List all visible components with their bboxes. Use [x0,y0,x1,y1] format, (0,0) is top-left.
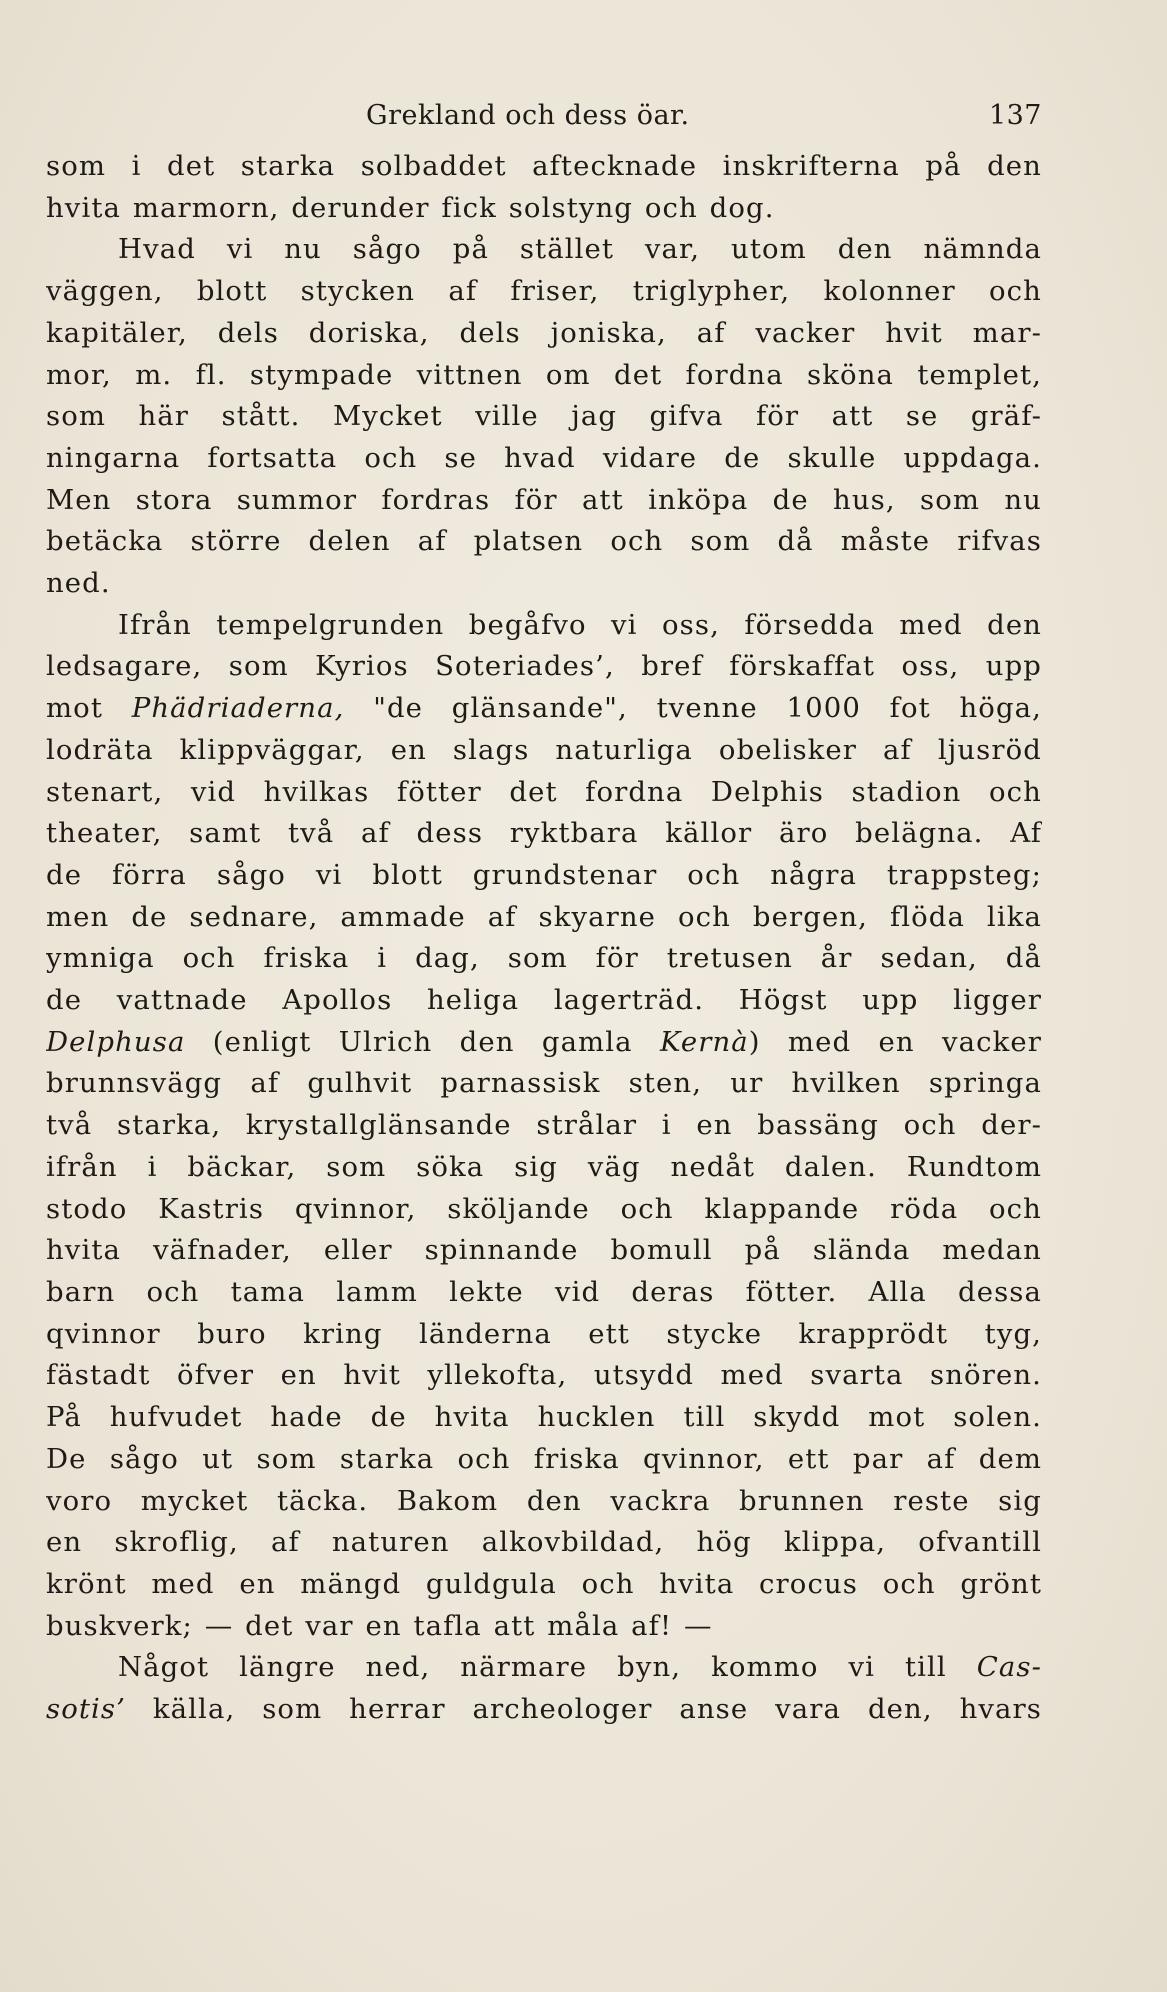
text-line: De sågo ut som starka och friska qvinnor, ett par af dem [46,1442,1042,1475]
text-line [46,1689,1042,1731]
text-line: hvita marmorn, derunder fick solstyng och dog. [46,191,775,224]
page-number: 137 [988,100,1042,131]
text-line: kapitäler, dels doriska, dels joniska, af vacker hvit mar- [46,316,1042,349]
book-page [46,86,1042,1731]
text-line: brunnsvägg af gulhvit parnassisk sten, ur hvilken springa [46,1067,1042,1100]
text-line: ifrån i bäckar, som söka sig väg nedåt dalen. Rundtom [46,1150,1042,1183]
text-line: qvinnor buro kring länderna ett stycke krapprödt tyg, [46,1317,1042,1350]
running-title: Grekland och dess öar. [366,100,690,131]
text-line: krönt med en mängd guldgula och hvita crocus och grönt [46,1567,1042,1600]
text-line [46,688,1042,730]
text-line: ned. [46,567,111,600]
text-line: ymniga och friska i dag, som för tretusen år sedan, då [46,942,1042,975]
italic-name: Kernà [659,1025,749,1058]
text-line: väggen, blott stycken af friser, triglypher, kolonner och [46,275,1042,308]
text-line: som i det starka solbaddet aftecknade inskrifterna på den [46,150,1042,182]
text-line: theater, samt två af dess ryktbara källor äro belägna. Af [46,817,1042,850]
text-line: mor, m. fl. stympade vittnen om det fordna sköna templet, [46,358,1042,391]
text-line: På hufvudet hade de hvita hucklen till skydd mot solen. [46,1401,1042,1434]
text-line: fästadt öfver en hvit yllekofta, utsydd med svarta snören. [46,1359,1042,1392]
italic-name: sotis’ [46,1693,126,1726]
text-line: stodo Kastris qvinnor, sköljande och klappande röda och [46,1192,1042,1225]
text-line: men de sednare, ammade af skyarne och bergen, flöda lika [46,900,1042,933]
text-line [46,1022,1042,1064]
text-line: som här stått. Mycket ville jag gifva för att se gräf- [46,400,1042,433]
text-line: barn och tama lamm lekte vid deras fötter. Alla dessa [46,1275,1042,1308]
text-line: voro mycket täcka. Bakom den vackra brunnen reste sig [46,1484,1042,1517]
text-line: två starka, krystallglänsande strålar i en bassäng och der- [46,1109,1042,1142]
text-line: ledsagare, som Kyrios Soteriades’, bref förskaffat oss, upp [46,650,1042,683]
text-run: ) med en vacker [748,1025,1042,1058]
italic-name: Phädriaderna, [131,692,345,725]
text-line: stenart, vid hvilkas fötter det fordna Delphis stadion och [46,775,1042,808]
text-line: en skroflig, af naturen alkovbildad, hög klippa, ofvantill [46,1526,1042,1559]
text-line: lodräta klippväggar, en slags naturliga obelisker af ljusröd [46,733,1042,766]
text-line: de vattnade Apollos heliga lagerträd. Högst upp ligger [46,984,1042,1017]
text-line [46,1647,1042,1689]
text-run: källa, som herrar archeologer anse vara den, hvars [125,1693,1042,1726]
text-run: (enligt Ulrich den gamla [185,1025,660,1058]
text-line: betäcka större delen af platsen och som då måste rifvas [46,525,1042,558]
text-line: ningarna fortsatta och se hvad vidare de skulle uppdaga. [46,441,1042,474]
running-head [46,86,1042,146]
italic-name: Cas- [976,1651,1042,1684]
text-run: mot [46,692,132,725]
italic-name: Delphusa [46,1025,186,1058]
text-line: de förra sågo vi blott grundstenar och några trappsteg; [46,858,1042,891]
text-run: "de glänsande", tvenne 1000 fot höga, [344,692,1042,725]
text-line: Hvad vi nu sågo på stället var, utom den nämnda [118,233,1042,266]
text-line: Men stora summor fordras för att inköpa de hus, som nu [46,483,1042,516]
text-run: Något längre ned, närmare byn, kommo vi till [118,1651,977,1684]
body-text [46,146,1042,1731]
text-line: hvita väfnader, eller spinnande bomull på slända medan [46,1234,1042,1267]
text-line: buskverk; — det var en tafla att måla af! — [46,1609,713,1642]
text-line: Ifrån tempelgrunden begåfvo vi oss, försedda med den [118,608,1042,641]
